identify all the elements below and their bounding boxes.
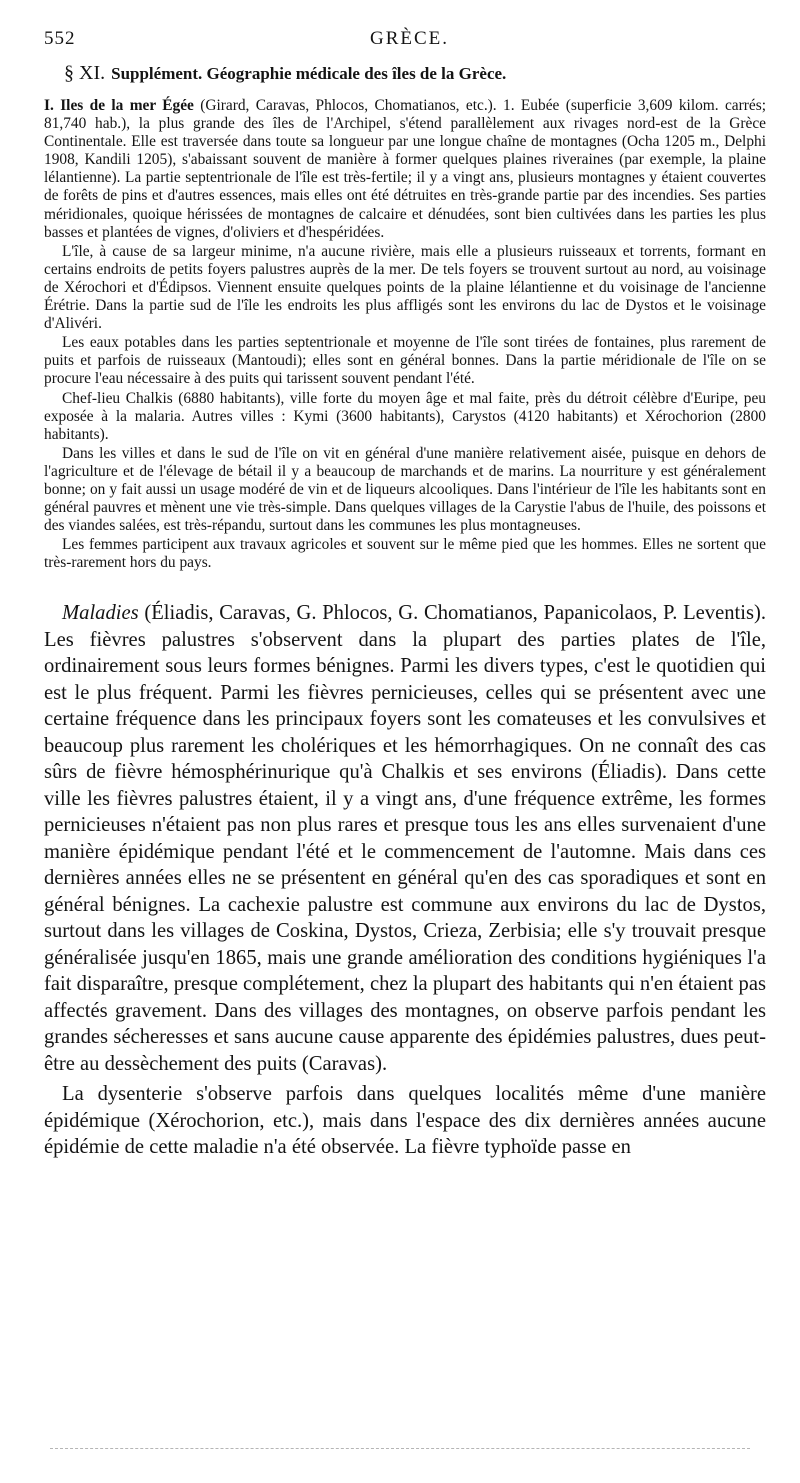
- page-number: 552: [44, 28, 76, 49]
- paragraph: L'île, à cause de sa largeur minime, n'a aucune rivière, mais elle a plusieurs ruisseaux et torrents, formant en certains endroits de petits foyers palustres auprès de la mer. De tels foyers se trouvent surtout au nord, au voisinage de Xérochori et d'Édipsos. Viennent ensuite quelques points de la plaine lélantienne et du voisinage de l'ancienne Érétrie. Dans la partie sud de l'île les endroits les plus affligés sont les environs du lac de Dystos et le voisinage d'Alivéri.: [44, 242, 766, 333]
- paragraph: Les eaux potables dans les parties septentrionale et moyenne de l'île sont tirées de fontaines, plus rarement de puits et parfois de ruisseaux (Mantoudi); elles sont en général bonnes. Dans la partie méridionale de l'île on se procure l'eau nécessaire à des puits qui tarissent souvent pendant l'été.: [44, 334, 766, 388]
- paragraph-text: (Éliadis, Caravas, G. Phlocos, G. Chomatianos, Papanicolaos, P. Leventis). Les fièvres palustres s'observent dans la plupart des parties plates de l'île, ordinairement sous leurs formes bénignes. Parmi les divers types, c'est le quotidien qui est le plus fréquent. Parmi les fièvres pernicieuses, celles qui se présentent avec une certaine fréquence dans les principaux foyers sont les comateuses et les convulsives et beaucoup plus rarement les cholériques et les hémorrhagiques. On ne connaît des cas sûrs de fièvre hémosphérinurique qu'à Chalkis et ses environs (Éliadis). Dans cette ville les fièvres palustres étaient, il y a vingt ans, d'une fréquence extrême, les formes pernicieuses n'étaient pas non plus rares et presque tous les ans elles survenaient d'une manière épidémique pendant l'été et le commencement de l'automne. Mais dans ces dernières années elles ne se présentent en général qu'en des cas sporadiques et sont en général bénignes. La cachexie palustre est commune aux environs du lac de Dystos, surtout dans les villages de Coskina, Dystos, Crieza, Zerbisia; elle s'y trouvait presque généralisée jusqu'en 1865, mais une grande amélioration des conditions hygiéniques l'a fait disparaître, presque complétement, chez la plupart des habitants qui n'en étaient pas affectés gravement. Dans des villages des montagnes, on observe parfois pendant les grandes sécheresses et sans aucune cause apparente des épidémies palustres, dues peut-être au dessèchement des puits (Caravas).: [44, 602, 766, 1075]
- paragraph: [44, 600, 766, 1077]
- running-title: GRÈCE.: [370, 28, 450, 49]
- section-heading: [64, 62, 766, 85]
- running-header: [44, 28, 766, 58]
- paragraph-text: (Girard, Caravas, Phlocos, Chomatianos, etc.). 1. Eubée (superficie 3,609 kilom. carrés; 81,740 hab.), la plus grande des îles de l'Archipel, s'étend parallèlement aux rivages nord-est de la Grèce Continentale. Elle est traversée dans toute sa longueur par une longue chaîne de montagnes (Ocha 1205 m., Delphi 1908, Kandili 1205), s'abaissant souvent de manière à former quelques plaines riveraines (par exemple, la plaine lélantienne). La partie septentrionale de l'île est très-fertile; il y a vingt ans, plusieurs montagnes y étaient couvertes de forêts de pins et d'autres essences, mais elles ont été détruites en très-grande partie par des incendies. Ses parties méridionales, quoique hérissées de montagnes de calcaire et dénudées, sont bien cultivées dans les parties les plus basses et plantées de vignes, d'oliviers et d'hespéridées.: [44, 97, 766, 241]
- section-title: Supplément. Géographie médicale des îles de la Grèce.: [111, 64, 507, 83]
- intro-text: [44, 97, 766, 572]
- paragraph: [44, 97, 766, 242]
- region-heading: I. Iles de la mer Égée: [44, 97, 194, 114]
- maladies-text: [44, 600, 766, 1161]
- paragraph: Dans les villes et dans le sud de l'île on vit en général d'une manière relativement aisée, puisque en dehors de l'agriculture et de l'élevage de bétail il y a beaucoup de marchands et de marins. La nourriture y est généralement bonne; on y fait aussi un usage modéré de vin et de liqueurs alcooliques. Dans l'intérieur de l'île les habitants sont en général pauvres et mènent une vie très-simple. Dans quelques villages de la Carystie l'abus de l'huile, des poissons et des viandes salées, est très-répandu, surtout dans les communes les plus montagneuses.: [44, 444, 766, 535]
- paragraph: Les femmes participent aux travaux agricoles et souvent sur le même pied que les hommes. Elles ne sortent que très-rarement hors du pays.: [44, 536, 766, 572]
- paragraph: Chef-lieu Chalkis (6880 habitants), ville forte du moyen âge et mal faite, près du détroit célèbre d'Euripe, peu exposée à la malaria. Autres villes : Kymi (3600 habitants), Carystos (4120 habitants) et Xérochorion (2800 habitants).: [44, 389, 766, 443]
- maladies-lead: Maladies: [62, 602, 139, 625]
- paragraph: La dysenterie s'observe parfois dans quelques localités même d'une manière épidémique (Xérochorion, etc.), mais dans l'espace des dix dernières années aucune épidémie de cette maladie n'a été observée. La fièvre typhoïde passe en: [44, 1083, 766, 1159]
- section-number: § XI.: [64, 62, 106, 84]
- page-bottom-rule: [50, 1448, 750, 1449]
- book-page: [44, 28, 766, 1161]
